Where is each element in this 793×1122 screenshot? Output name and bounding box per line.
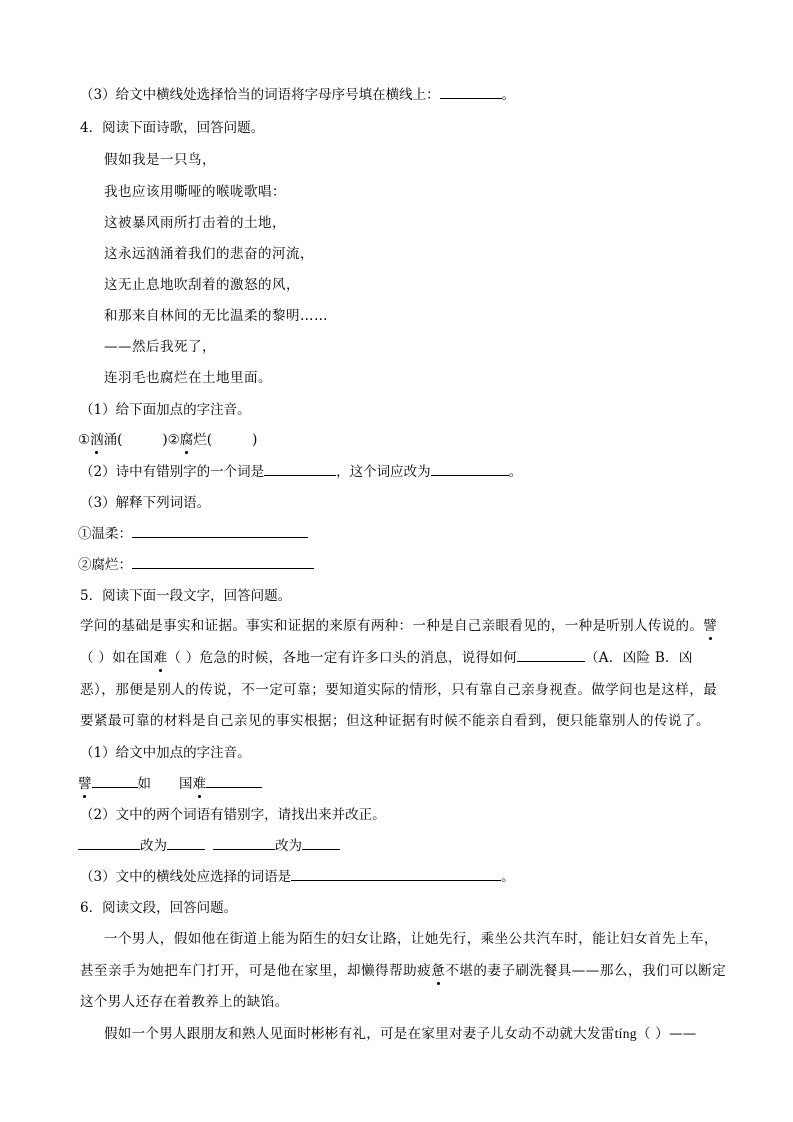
q6-paragraph-line: 假如一个男人跟朋友和熟人见面时彬彬有礼，可是在家里对妻子儿女动不动就大发雷tíng（ ）—— (104, 1026, 697, 1042)
q5-ans1: 譬 如 国难 (78, 772, 262, 792)
q4-def2: ②腐烂： (78, 553, 314, 573)
poem-line: 这无止息地吹刮着的激怒的风， (104, 277, 300, 293)
q4-sub2: （2）诗中有错别字的一个词是 ，这个词应改为 。 (80, 460, 522, 480)
q5-title: 5．阅读下面一段文字，回答问题。 (80, 588, 292, 604)
q5-sub1: （1）给文中加点的字注音。 (80, 745, 251, 761)
q6-title: 6．阅读文段，回答问题。 (80, 900, 238, 916)
q6-paragraph-line: 这个男人还存在着教养上的缺馅。 (80, 994, 289, 1010)
q5-paragraph-line: （ ）如在国难（ ）危急的时候，各地一定有许多口头的消息，说得如何 （A．凶险 B．凶 (80, 646, 693, 666)
answer-blank[interactable] (213, 835, 275, 850)
poem-line: 连羽毛也腐烂在土地里面。 (104, 370, 272, 386)
dotted-char: 譬 (78, 772, 92, 792)
q5-paragraph-line: 恶），那便是别人的传说，不一定可靠；要知道实际的情形，只有靠自己亲身视查。做学问也是这样，最 (80, 682, 718, 698)
answer-blank[interactable] (78, 835, 140, 850)
dotted-char: 难 (193, 772, 207, 792)
poem-line: 这被暴风雨所打击着的土地， (104, 215, 286, 231)
answer-blank[interactable] (431, 461, 509, 476)
answer-blank[interactable] (206, 773, 262, 788)
answer-blank[interactable] (264, 461, 336, 476)
answer-blank[interactable] (291, 866, 501, 881)
q4-pinyin-line: ①汹涌( )②腐烂( ) (78, 428, 257, 448)
answer-blank[interactable] (167, 835, 205, 850)
dotted-char: 譬 (703, 614, 717, 634)
answer-blank[interactable] (302, 835, 340, 850)
dotted-char: 汹 (90, 428, 104, 448)
poem-line: 我也应该用嘶哑的喉咙歌唱： (104, 184, 286, 200)
q4-title: 4．阅读下面诗歌，回答问题。 (80, 120, 265, 136)
q4-sub3: （3）解释下列词语。 (80, 495, 211, 511)
answer-blank[interactable] (132, 523, 308, 538)
q4-def1: ①温柔： (78, 522, 308, 542)
q5-ans2: 改为 改为 (78, 834, 340, 854)
q3-prev-line: （3）给文中横线处选择恰当的词语将字母序号填在横线上： 。 (80, 83, 515, 103)
poem-line: 这永远汹涌着我们的悲奋的河流， (104, 246, 314, 262)
answer-blank[interactable] (440, 84, 502, 99)
answer-blank[interactable] (132, 554, 314, 569)
poem-line: 假如我是一只鸟， (104, 152, 216, 168)
q4-sub1: （1）给下面加点的字注音。 (80, 402, 251, 418)
q5-paragraph-line: 学问的基础是事实和证据。事实和证据的来原有两种：一种是自己亲眼看见的，一种是听别人传说的。譬 (80, 614, 717, 634)
poem-line: ——然后我死了， (104, 339, 216, 355)
q6-paragraph-line: 甚至亲手为她把车门打开，可是他在家里，却懒得帮助疲惫不堪的妻子刷洗餐具——那么，我们可以断定 (80, 959, 726, 979)
dotted-char: 难 (154, 646, 168, 666)
q5-sub2: （2）文中的两个词语有错别字，请找出来并改正。 (80, 807, 386, 823)
dotted-char: 惫 (431, 959, 445, 979)
answer-blank[interactable] (92, 773, 138, 788)
q5-sub3: （3）文中的横线处应选择的词语是 。 (80, 865, 515, 885)
question-text: （3）给文中横线处选择恰当的词语将字母序号填在横线上： (80, 87, 440, 103)
answer-blank[interactable] (517, 647, 585, 662)
dotted-char: 腐 (180, 428, 194, 448)
q5-paragraph-line: 要紧最可靠的材料是自己亲见的事实根据；但这种证据有时候不能亲自看到，便只能靠别人的传说了。 (80, 713, 710, 729)
poem-line: 和那来自林间的无比温柔的黎明…… (104, 308, 328, 324)
q6-paragraph-line: 一个男人，假如他在街道上能为陌生的妇女让路，让她先行，乘坐公共汽车时，能让妇女首先上车， (104, 931, 718, 947)
